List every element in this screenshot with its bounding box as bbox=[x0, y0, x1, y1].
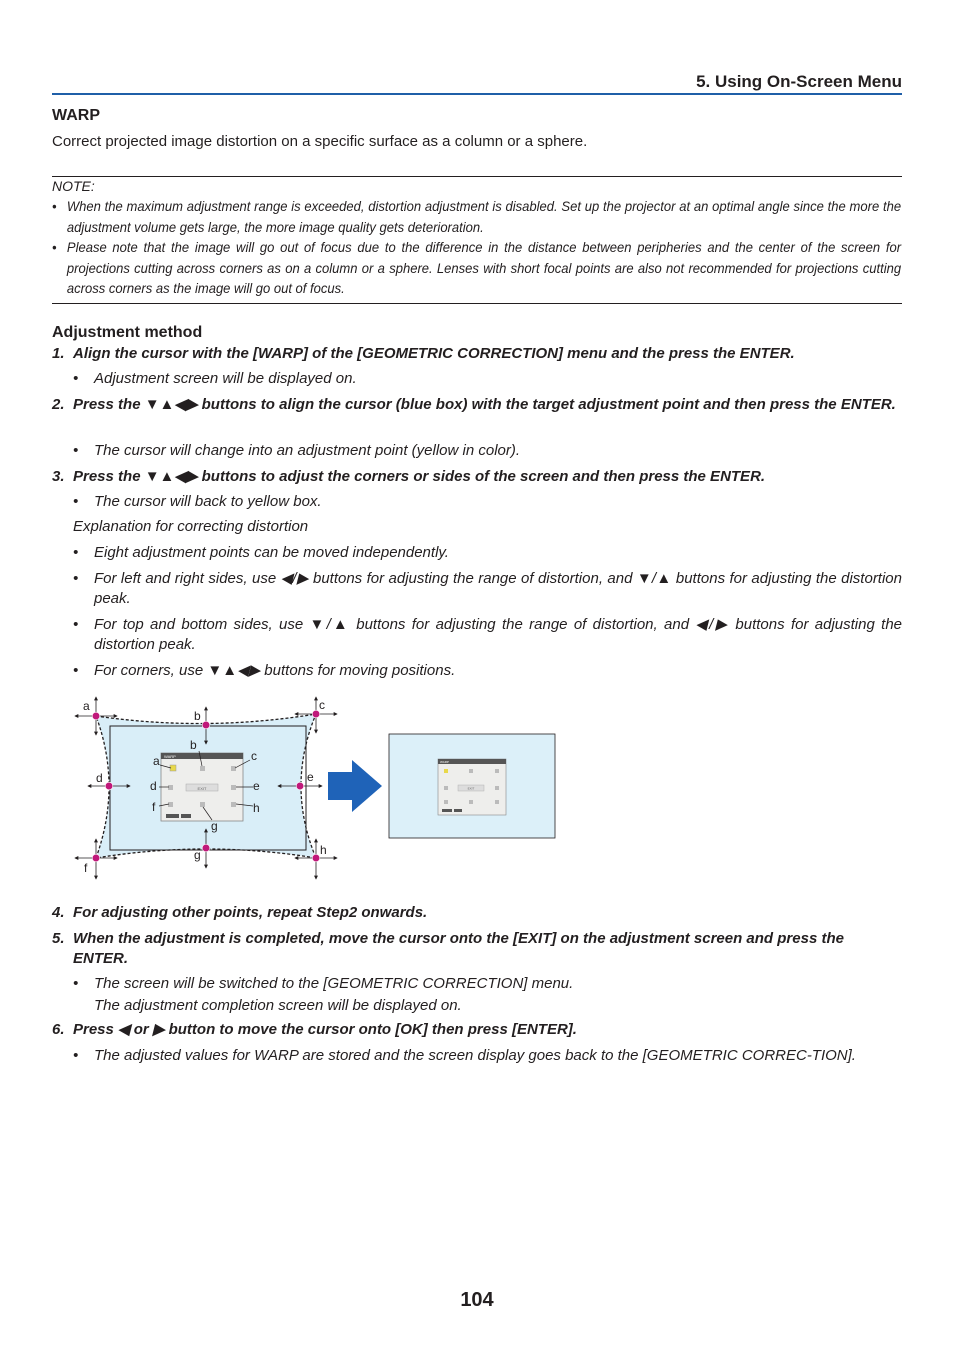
note-label: NOTE: bbox=[52, 178, 95, 194]
step-number: 5. bbox=[52, 930, 65, 947]
step-5-bullet-cont bbox=[73, 996, 902, 1016]
label-c: c bbox=[319, 698, 325, 712]
step-1-bullet bbox=[73, 369, 902, 389]
menu-label-e: e bbox=[253, 779, 260, 793]
step-number: 3. bbox=[52, 468, 65, 485]
menu-label-a: a bbox=[153, 754, 160, 768]
bullet: • bbox=[73, 975, 79, 992]
bullet: • bbox=[73, 442, 79, 459]
label-f: f bbox=[84, 861, 88, 875]
section-intro: Correct projected image distortion on a specific surface as a column or a sphere. bbox=[52, 133, 588, 150]
bullet-text: For top and bottom sides, use ▼/▲ buttons for adjusting the range of distortion, and ◀/▶ buttons for adjusting the distortion peak. bbox=[94, 616, 902, 653]
mini-point bbox=[231, 802, 236, 807]
explanation-item bbox=[73, 569, 902, 609]
bullet-text: The cursor will back to yellow box. bbox=[94, 493, 322, 510]
point-g bbox=[202, 844, 210, 852]
step-6 bbox=[52, 1020, 902, 1040]
step-number: 6. bbox=[52, 1021, 65, 1038]
step-text: Press the ▼▲◀▶ buttons to adjust the corners or sides of the screen and then press the ENTER. bbox=[73, 468, 766, 485]
mini-point bbox=[200, 766, 205, 771]
point-h bbox=[312, 854, 320, 862]
bullet-text: For corners, use ▼▲◀▶ buttons for moving positions. bbox=[94, 662, 456, 679]
bullet: • bbox=[52, 198, 57, 214]
bullet: • bbox=[73, 493, 79, 510]
note-text: Please note that the image will go out of focus due to the difference in the distance between peripheries and the center of the screen for projections cutting across corners as on a column or a sphere. Lenses with short focal points are also not recommended for projections cutting across corners as the image will go out of focus. bbox=[66, 239, 902, 296]
step-text: Press the ▼▲◀▶ buttons to align the cursor (blue box) with the target adjustment point and then press the ENTER. bbox=[73, 396, 896, 413]
step-number: 1. bbox=[52, 345, 65, 362]
result-mini-point bbox=[495, 769, 499, 773]
mini-point bbox=[168, 785, 173, 790]
menu-label-f: f bbox=[152, 800, 156, 814]
bullet-text: Adjustment screen will be displayed on. bbox=[94, 370, 357, 387]
point-f bbox=[92, 854, 100, 862]
label-a: a bbox=[83, 699, 90, 713]
step-text: When the adjustment is completed, move the cursor onto the [EXIT] on the adjustment screen and press the ENTER. bbox=[73, 930, 844, 967]
explanation-item bbox=[73, 615, 902, 655]
bullet: • bbox=[52, 239, 57, 255]
mini-point bbox=[231, 785, 236, 790]
step-2-bullet bbox=[73, 441, 902, 461]
result-menu-title: WARP bbox=[440, 760, 449, 764]
note-item bbox=[52, 237, 902, 299]
menu-label-h: h bbox=[253, 801, 260, 815]
menu-footer-button bbox=[166, 814, 179, 818]
bullet-text: The screen will be switched to the [GEOMETRIC CORRECTION] menu. bbox=[94, 975, 574, 992]
step-2 bbox=[52, 395, 902, 415]
result-footer-button bbox=[454, 809, 462, 812]
label-d: d bbox=[96, 771, 103, 785]
step-text: For adjusting other points, repeat Step2 onwards. bbox=[73, 904, 428, 921]
label-h: h bbox=[320, 843, 327, 857]
step-text: Press ◀ or ▶ button to move the cursor onto [OK] then press [ENTER]. bbox=[73, 1021, 577, 1038]
bullet: • bbox=[73, 544, 79, 561]
point-a bbox=[92, 712, 100, 720]
result-cursor bbox=[444, 769, 448, 773]
note-item bbox=[52, 196, 902, 237]
explanation-title: Explanation for correcting distortion bbox=[73, 518, 309, 535]
step-5 bbox=[52, 929, 902, 969]
header-rule bbox=[52, 93, 902, 95]
chapter-title: 5. Using On-Screen Menu bbox=[696, 72, 902, 91]
section-title: WARP bbox=[52, 107, 100, 124]
method-title: Adjustment method bbox=[52, 324, 203, 341]
step-6-bullet bbox=[73, 1046, 902, 1066]
label-b: b bbox=[194, 709, 201, 723]
result-footer-button bbox=[442, 809, 452, 812]
menu-label-c: c bbox=[251, 749, 257, 763]
exit-text: EXIT bbox=[197, 786, 207, 791]
bullet-text: The cursor will change into an adjustment point (yellow in color). bbox=[94, 442, 521, 459]
warp-menu-mini bbox=[161, 753, 243, 821]
page-number: 104 bbox=[460, 1289, 494, 1311]
bullet-text: For left and right sides, use ◀/▶ buttons for adjusting the range of distortion, and ▼/▲ buttons for adjusting the distortion peak. bbox=[94, 570, 902, 607]
result-exit-text: EXIT bbox=[467, 786, 475, 791]
warp-diagram bbox=[60, 692, 570, 888]
arrow-right-icon bbox=[328, 760, 382, 812]
bullet-text: Eight adjustment points can be moved independently. bbox=[94, 544, 449, 561]
menu-label-b: b bbox=[190, 738, 197, 752]
point-b bbox=[202, 721, 210, 729]
result-mini-point bbox=[469, 800, 473, 804]
result-mini-point bbox=[495, 786, 499, 790]
result-menu-mini bbox=[438, 759, 506, 815]
mini-point bbox=[200, 802, 205, 807]
point-d bbox=[105, 782, 113, 790]
step-4 bbox=[52, 903, 902, 923]
label-g: g bbox=[194, 848, 201, 862]
result-mini-point bbox=[495, 800, 499, 804]
label-e: e bbox=[307, 770, 314, 784]
mini-point bbox=[168, 802, 173, 807]
bullet: • bbox=[73, 570, 79, 587]
step-text: Align the cursor with the [WARP] of the [GEOMETRIC CORRECTION] menu and the press the ENTER. bbox=[73, 345, 795, 362]
menu-title-text: WARP bbox=[164, 754, 176, 759]
bullet: • bbox=[73, 616, 79, 633]
bullet: • bbox=[73, 370, 79, 387]
step-3-bullet bbox=[73, 492, 902, 512]
bullet: • bbox=[73, 1047, 79, 1064]
menu-footer-button bbox=[181, 814, 191, 818]
step-3 bbox=[52, 467, 902, 487]
step-1 bbox=[52, 344, 902, 364]
explanation-item bbox=[73, 661, 902, 681]
bullet-text: The adjusted values for WARP are stored and the screen display goes back to the [GEOMETRIC CORREC-TION]. bbox=[94, 1047, 856, 1064]
bullet-text: The adjustment completion screen will be displayed on. bbox=[94, 997, 462, 1014]
result-mini-point bbox=[444, 800, 448, 804]
note-text: When the maximum adjustment range is exceeded, distortion adjustment is disabled. Set up the projector at an optimal angle since the more the adjustment volume gets large, the more image quality gets deterioration. bbox=[66, 198, 902, 235]
mini-point bbox=[231, 766, 236, 771]
step-number: 4. bbox=[52, 904, 65, 921]
explanation-item bbox=[73, 543, 902, 563]
result-mini-point bbox=[444, 786, 448, 790]
point-e bbox=[296, 782, 304, 790]
step-number: 2. bbox=[52, 396, 65, 413]
bullet: • bbox=[73, 662, 79, 679]
menu-label-d: d bbox=[150, 779, 157, 793]
step-5-bullet bbox=[73, 974, 902, 994]
menu-label-g: g bbox=[211, 819, 218, 833]
result-mini-point bbox=[469, 769, 473, 773]
